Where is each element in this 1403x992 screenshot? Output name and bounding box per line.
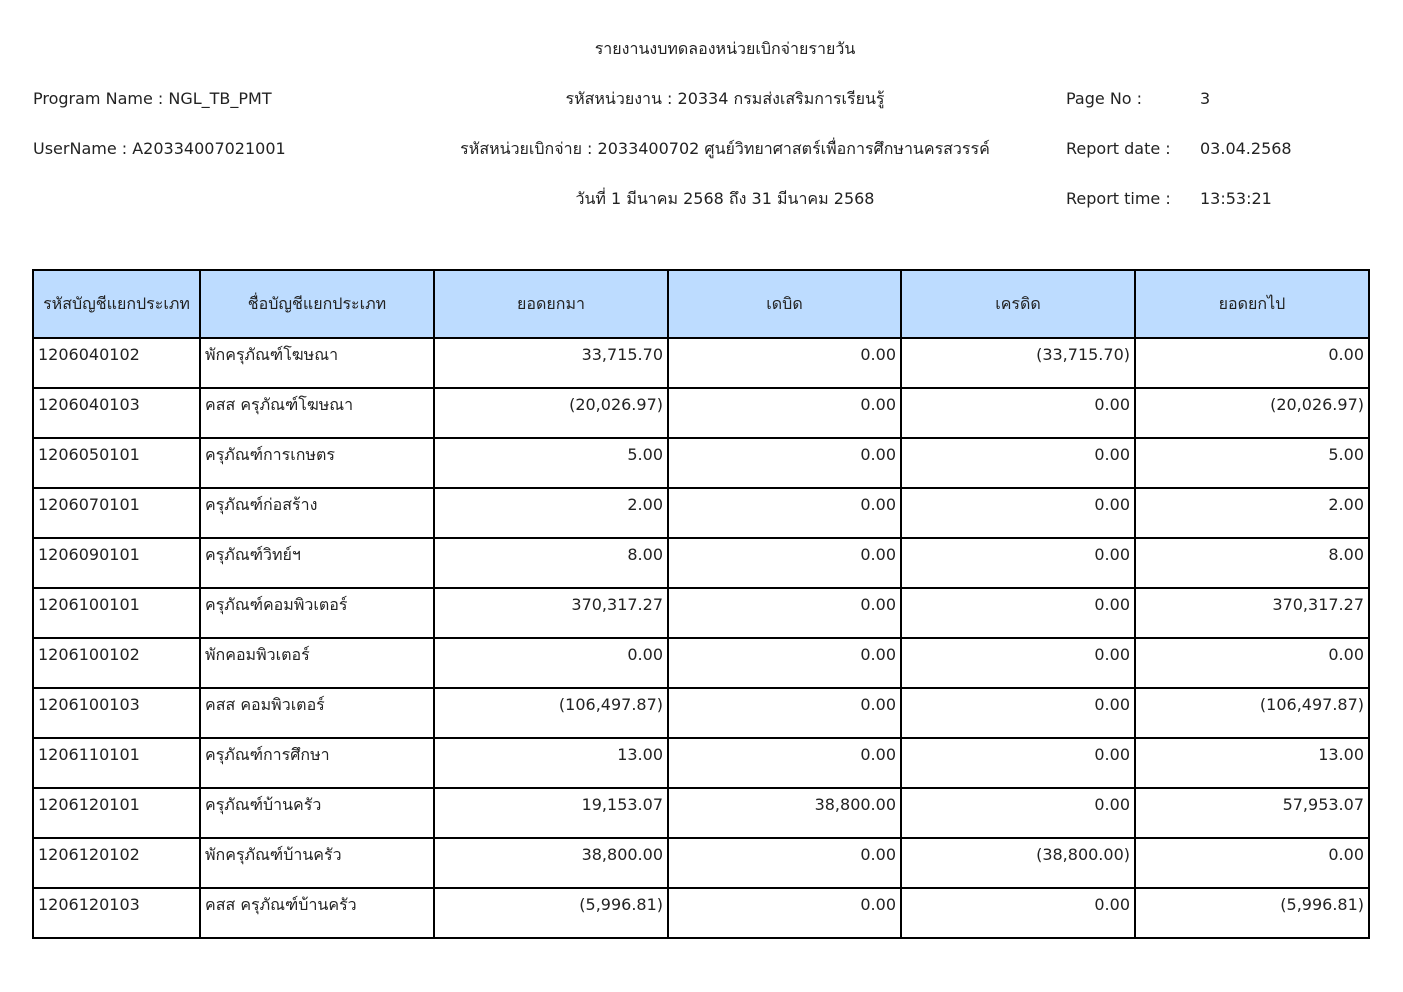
table-row: [33, 338, 1369, 388]
account-code-cell: 1206120103: [33, 888, 200, 938]
closing-balance-cell: 5.00: [1135, 438, 1369, 488]
credit-cell: 0.00: [901, 538, 1135, 588]
credit-cell: 0.00: [901, 788, 1135, 838]
closing-balance-cell: 0.00: [1135, 838, 1369, 888]
debit-cell: 0.00: [668, 638, 901, 688]
debit-cell: 0.00: [668, 438, 901, 488]
table-row: [33, 888, 1369, 938]
credit-cell: 0.00: [901, 638, 1135, 688]
account-code-cell: 1206100102: [33, 638, 200, 688]
credit-cell: (38,800.00): [901, 838, 1135, 888]
closing-balance-cell: 0.00: [1135, 338, 1369, 388]
debit-cell: 0.00: [668, 688, 901, 738]
col-header-account-code: รหัสบัญชีแยกประเภท: [33, 270, 200, 338]
account-code-cell: 1206100101: [33, 588, 200, 638]
col-header-credit: เครดิด: [901, 270, 1135, 338]
trial-balance-table: [32, 269, 1370, 939]
closing-balance-cell: 0.00: [1135, 638, 1369, 688]
opening-balance-cell: 33,715.70: [434, 338, 668, 388]
account-code-cell: 1206090101: [33, 538, 200, 588]
report-title: รายงานงบทดลองหน่วยเบิกจ่ายรายวัน: [594, 39, 856, 58]
opening-balance-cell: 8.00: [434, 538, 668, 588]
credit-cell: (33,715.70): [901, 338, 1135, 388]
credit-cell: 0.00: [901, 438, 1135, 488]
date-range: วันที่ 1 มีนาคม 2568 ถึง 31 มีนาคม 2568: [575, 189, 875, 208]
account-name-cell: ครุภัณฑ์วิทย์ฯ: [200, 538, 434, 588]
col-header-closing-balance: ยอดยกไป: [1135, 270, 1369, 338]
table-row: [33, 438, 1369, 488]
opening-balance-cell: 2.00: [434, 488, 668, 538]
opening-balance-cell: 5.00: [434, 438, 668, 488]
col-header-debit: เดบิด: [668, 270, 901, 338]
closing-balance-cell: 2.00: [1135, 488, 1369, 538]
table-row: [33, 538, 1369, 588]
account-code-cell: 1206100103: [33, 688, 200, 738]
account-name-cell: คสส ครุภัณฑ์บ้านครัว: [200, 888, 434, 938]
account-code-cell: 1206070101: [33, 488, 200, 538]
opening-balance-cell: (106,497.87): [434, 688, 668, 738]
table-row: [33, 838, 1369, 888]
program-name: Program Name : NGL_TB_PMT: [33, 89, 272, 108]
closing-balance-cell: (106,497.87): [1135, 688, 1369, 738]
opening-balance-cell: 370,317.27: [434, 588, 668, 638]
page-no-label: Page No :: [1066, 89, 1143, 108]
debit-cell: 0.00: [668, 888, 901, 938]
report-time-label: Report time :: [1066, 189, 1171, 208]
debit-cell: 0.00: [668, 338, 901, 388]
disbursement-unit-code: รหัสหน่วยเบิกจ่าย : 2033400702 ศูนย์วิทยาศาสตร์เพื่อการศึกษานครสวรรค์: [460, 139, 990, 158]
account-name-cell: ครุภัณฑ์คอมพิวเตอร์: [200, 588, 434, 638]
report-time-value: 13:53:21: [1200, 189, 1272, 208]
opening-balance-cell: (5,996.81): [434, 888, 668, 938]
table-row: [33, 588, 1369, 638]
credit-cell: 0.00: [901, 738, 1135, 788]
table-row: [33, 688, 1369, 738]
account-code-cell: 1206050101: [33, 438, 200, 488]
debit-cell: 38,800.00: [668, 788, 901, 838]
debit-cell: 0.00: [668, 588, 901, 638]
account-code-cell: 1206040102: [33, 338, 200, 388]
table-row: [33, 738, 1369, 788]
credit-cell: 0.00: [901, 888, 1135, 938]
credit-cell: 0.00: [901, 488, 1135, 538]
account-name-cell: ครุภัณฑ์ก่อสร้าง: [200, 488, 434, 538]
table-row: [33, 488, 1369, 538]
report-date-value: 03.04.2568: [1200, 139, 1292, 158]
col-header-opening-balance: ยอดยกมา: [434, 270, 668, 338]
credit-cell: 0.00: [901, 388, 1135, 438]
opening-balance-cell: 38,800.00: [434, 838, 668, 888]
account-name-cell: พักครุภัณฑ์บ้านครัว: [200, 838, 434, 888]
debit-cell: 0.00: [668, 538, 901, 588]
closing-balance-cell: (5,996.81): [1135, 888, 1369, 938]
closing-balance-cell: 13.00: [1135, 738, 1369, 788]
table-body: [33, 338, 1369, 938]
account-code-cell: 1206040103: [33, 388, 200, 438]
opening-balance-cell: 19,153.07: [434, 788, 668, 838]
account-name-cell: ครุภัณฑ์การเกษตร: [200, 438, 434, 488]
username: UserName : A20334007021001: [33, 139, 286, 158]
debit-cell: 0.00: [668, 488, 901, 538]
account-code-cell: 1206110101: [33, 738, 200, 788]
account-name-cell: พักคอมพิวเตอร์: [200, 638, 434, 688]
account-name-cell: พักครุภัณฑ์โฆษณา: [200, 338, 434, 388]
closing-balance-cell: 57,953.07: [1135, 788, 1369, 838]
closing-balance-cell: 370,317.27: [1135, 588, 1369, 638]
opening-balance-cell: 0.00: [434, 638, 668, 688]
opening-balance-cell: (20,026.97): [434, 388, 668, 438]
table-header-row: [33, 270, 1369, 338]
closing-balance-cell: 8.00: [1135, 538, 1369, 588]
page-no-value: 3: [1200, 89, 1211, 108]
account-code-cell: 1206120102: [33, 838, 200, 888]
debit-cell: 0.00: [668, 838, 901, 888]
credit-cell: 0.00: [901, 588, 1135, 638]
credit-cell: 0.00: [901, 688, 1135, 738]
debit-cell: 0.00: [668, 738, 901, 788]
report-date-label: Report date :: [1066, 139, 1171, 158]
agency-code: รหัสหน่วยงาน : 20334 กรมส่งเสริมการเรียนรู้: [565, 89, 885, 108]
table-row: [33, 788, 1369, 838]
table-row: [33, 388, 1369, 438]
table-row: [33, 638, 1369, 688]
debit-cell: 0.00: [668, 388, 901, 438]
account-name-cell: ครุภัณฑ์บ้านครัว: [200, 788, 434, 838]
col-header-account-name: ชื่อบัญชีแยกประเภท: [200, 270, 434, 338]
closing-balance-cell: (20,026.97): [1135, 388, 1369, 438]
account-name-cell: คสส คอมพิวเตอร์: [200, 688, 434, 738]
account-code-cell: 1206120101: [33, 788, 200, 838]
opening-balance-cell: 13.00: [434, 738, 668, 788]
account-name-cell: คสส ครุภัณฑ์โฆษณา: [200, 388, 434, 438]
account-name-cell: ครุภัณฑ์การศึกษา: [200, 738, 434, 788]
